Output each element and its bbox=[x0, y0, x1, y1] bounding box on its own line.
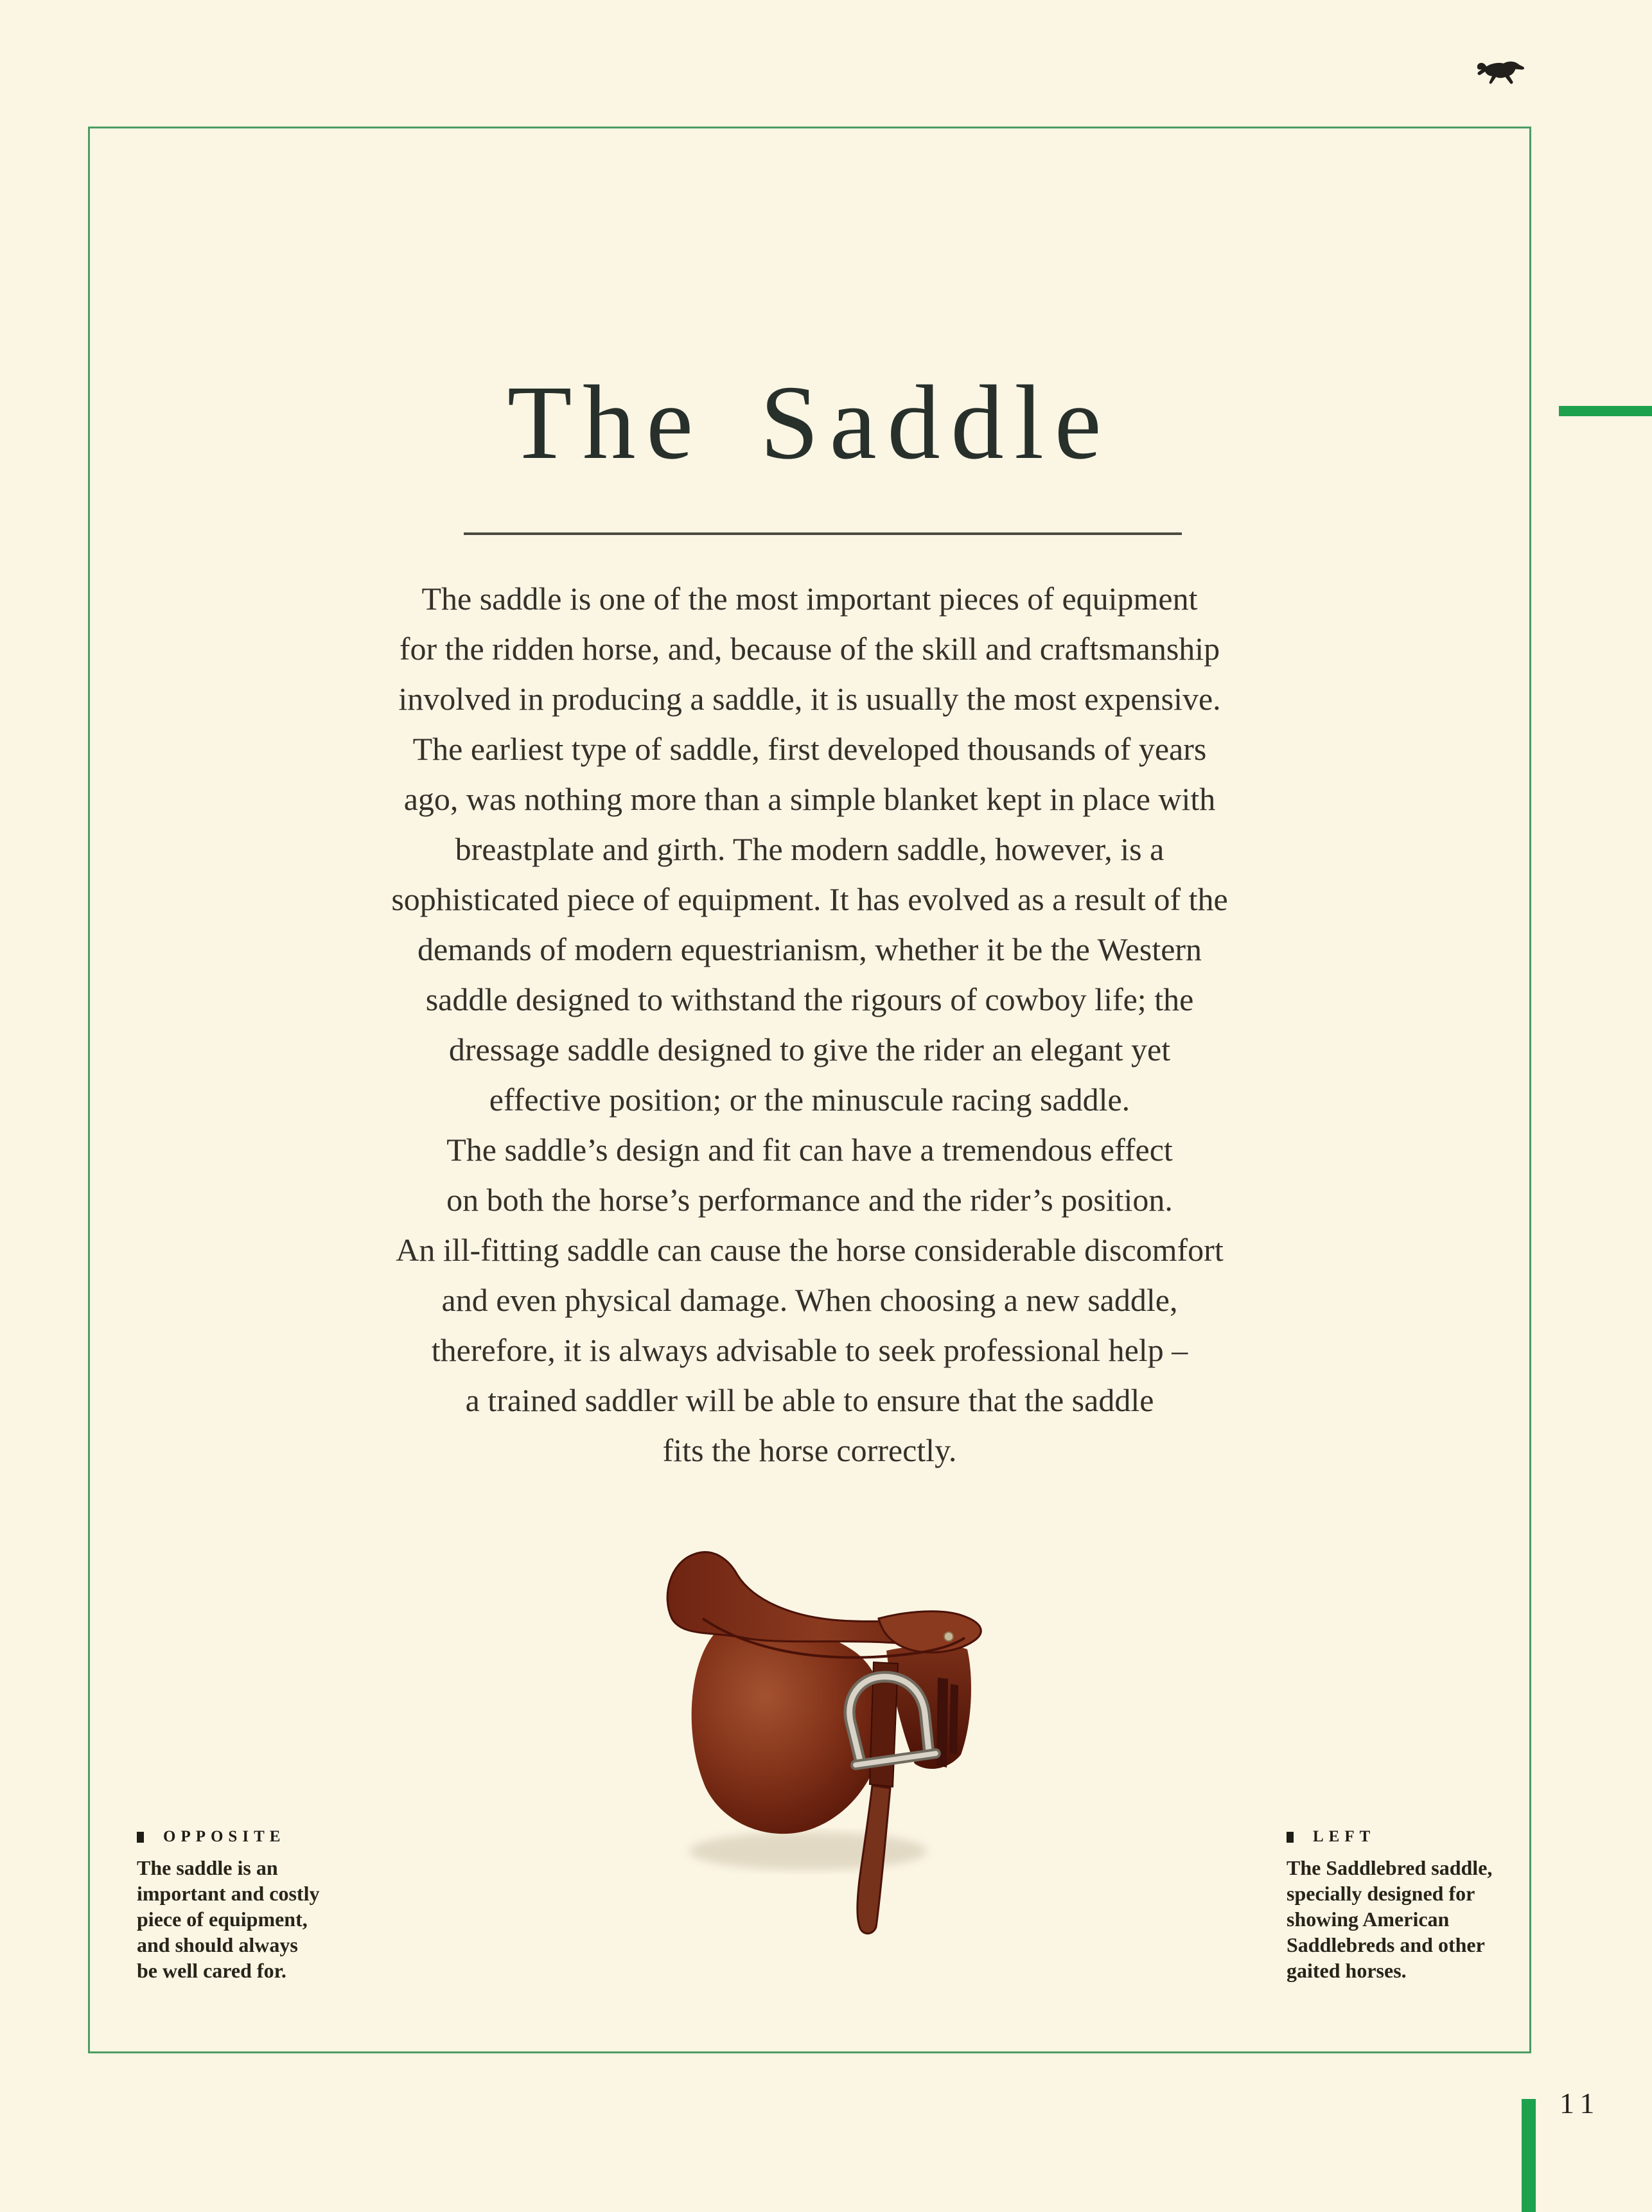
caption-line: The Saddlebred saddle, bbox=[1287, 1856, 1493, 1879]
body-line: effective position; or the minuscule racing saddle. bbox=[489, 1082, 1130, 1118]
saddlebred-saddle-photo bbox=[660, 1543, 994, 1941]
body-line: on both the horse’s performance and the rider’s position. bbox=[446, 1182, 1173, 1218]
body-line: fits the horse correctly. bbox=[662, 1432, 957, 1468]
caption-line: Saddlebreds and other bbox=[1287, 1933, 1485, 1956]
caption-bullet-icon bbox=[1287, 1832, 1294, 1843]
body-line: involved in producing a saddle, it is usually the most expensive. bbox=[398, 681, 1221, 717]
body-line: The saddle’s design and fit can have a tremendous effect bbox=[446, 1132, 1173, 1168]
galloping-horse-icon bbox=[1473, 54, 1525, 89]
caption-line: showing American bbox=[1287, 1908, 1450, 1931]
body-line: ago, was nothing more than a simple blanket kept in place with bbox=[403, 781, 1216, 817]
caption-line: gaited horses. bbox=[1287, 1959, 1407, 1982]
caption-line: piece of equipment, bbox=[137, 1908, 308, 1931]
body-line: therefore, it is always advisable to seek professional help – bbox=[431, 1332, 1188, 1368]
caption-line: important and costly bbox=[137, 1882, 320, 1905]
caption-label-row bbox=[1287, 1828, 1531, 1846]
body-line: An ill-fitting saddle can cause the horse considerable discomfort bbox=[396, 1232, 1224, 1268]
caption-label-row bbox=[137, 1828, 381, 1846]
caption-bullet-icon bbox=[137, 1832, 144, 1843]
body-line: breastplate and girth. The modern saddle, however, is a bbox=[455, 831, 1164, 867]
caption-line: and should always bbox=[137, 1933, 298, 1956]
caption-line: specially designed for bbox=[1287, 1882, 1475, 1905]
caption-label: OPPOSITE bbox=[163, 1828, 286, 1845]
caption-left-figure bbox=[1287, 1828, 1531, 1983]
body-line: for the ridden horse, and, because of the skill and craftsmanship bbox=[399, 631, 1220, 667]
body-line: sophisticated piece of equipment. It has evolved as a result of the bbox=[391, 881, 1228, 917]
caption-line: be well cared for. bbox=[137, 1959, 286, 1982]
body-line: saddle designed to withstand the rigours of cowboy life; the bbox=[425, 981, 1194, 1017]
caption-line: The saddle is an bbox=[137, 1856, 278, 1879]
body-line: The earliest type of saddle, first developed thousands of years bbox=[412, 731, 1207, 767]
caption-label: LEFT bbox=[1313, 1828, 1376, 1845]
body-line: a trained saddler will be able to ensure that the saddle bbox=[465, 1382, 1154, 1418]
body-line: The saddle is one of the most important pieces of equipment bbox=[421, 581, 1198, 617]
green-accent-bar-bottom bbox=[1522, 2099, 1536, 2212]
body-line: and even physical damage. When choosing a new saddle, bbox=[441, 1282, 1178, 1318]
green-accent-bar-right bbox=[1559, 406, 1652, 416]
page-number: 11 bbox=[1560, 2087, 1601, 2120]
page-title: The Saddle bbox=[507, 364, 1112, 481]
caption-opposite bbox=[137, 1828, 381, 1983]
chapter-body-text bbox=[88, 574, 1531, 1475]
title-divider-rule bbox=[464, 532, 1182, 535]
body-line: demands of modern equestrianism, whether it be the Western bbox=[417, 931, 1202, 967]
body-line: dressage saddle designed to give the rider an elegant yet bbox=[448, 1031, 1171, 1067]
